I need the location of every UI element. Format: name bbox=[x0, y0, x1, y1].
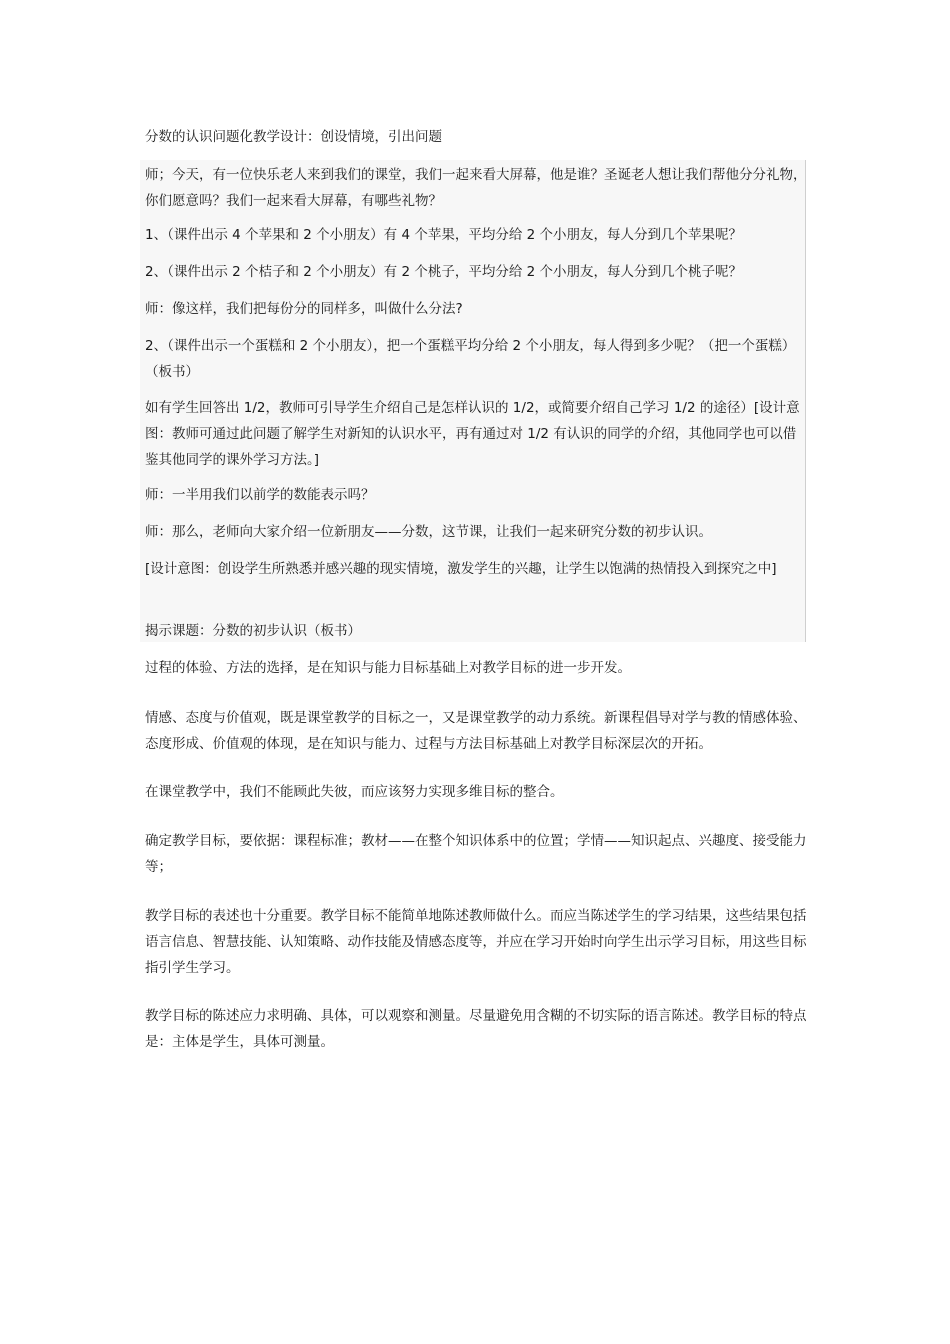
body-paragraph-process: 过程的体验、方法的选择，是在知识与能力目标基础上对教学目标的进一步开发。 bbox=[145, 660, 631, 676]
body-paragraph-basis: 确定教学目标，要依据：课程标准；教材——在整个知识体系中的位置；学情——知识起点、兴趣度、接受能力等； bbox=[145, 833, 807, 875]
quote-paragraph-question: 师：像这样，我们把每份分的同样多，叫做什么分法? bbox=[145, 301, 463, 317]
quote-paragraph-teacher-intro: 师；今天，有一位快乐老人来到我们的课堂，我们一起来看大屏幕，他是谁？圣诞老人想让我们帮他分分礼物，你们愿意吗？我们一起来看大屏幕，有哪些礼物？ bbox=[145, 167, 807, 209]
quote-paragraph-design-intent-1: 如有学生回答出 1/2，教师可引导学生介绍自己是怎样认识的 1/2，或简要介绍自己学习 1/2 的途径）[设计意图：教师可通过此问题了解学生对新知的认识水平，再有通过对 1/2 有认识的同学的介绍，其他同学也可以借鉴其他同学的课外学习方法。] bbox=[145, 400, 800, 468]
document-title: 分数的认识问题化教学设计：创设情境，引出问题 bbox=[145, 129, 442, 145]
quote-paragraph-peaches: 2、（课件出示 2 个桔子和 2 个小朋友）有 2 个桃子，平均分给 2 个小朋友，每人分到几个桃子呢？ bbox=[145, 264, 743, 280]
body-paragraph-emotion: 情感、态度与价值观，既是课堂教学的目标之一，又是课堂教学的动力系统。新课程倡导对学与教的情感体验、态度形成、价值观的体现，是在知识与能力、过程与方法目标基础上对教学目标深层次的开拓。 bbox=[145, 710, 807, 752]
body-paragraph-expression: 教学目标的表述也十分重要。教学目标不能简单地陈述教师做什么。而应当陈述学生的学习结果，这些结果包括语言信息、智慧技能、认知策略、动作技能及情感态度等，并应在学习开始时向学生出示学习目标，用这些目标指引学生学习。 bbox=[145, 908, 807, 976]
quote-paragraph-design-intent-2: [设计意图：创设学生所熟悉并感兴趣的现实情境，激发学生的兴趣，让学生以饱满的热情投入到探究之中] bbox=[145, 561, 777, 577]
body-paragraph-integration: 在课堂教学中，我们不能顾此失彼，而应该努力实现多维目标的整合。 bbox=[145, 784, 564, 800]
quote-paragraph-new-friend: 师：那么，老师向大家介绍一位新朋友——分数，这节课，让我们一起来研究分数的初步认识。 bbox=[145, 524, 712, 540]
quote-paragraph-cake: 2、（课件出示一个蛋糕和 2 个小朋友），把一个蛋糕平均分给 2 个小朋友，每人得到多少呢？（把一个蛋糕）（板书） bbox=[145, 338, 796, 380]
quote-paragraph-apples: 1、（课件出示 4 个苹果和 2 个小朋友）有 4 个苹果，平均分给 2 个小朋友，每人分到几个苹果呢？ bbox=[145, 227, 743, 243]
quote-paragraph-topic: 揭示课题：分数的初步认识（板书） bbox=[145, 623, 361, 639]
body-paragraph-statement: 教学目标的陈述应力求明确、具体，可以观察和测量。尽量避免用含糊的不切实际的语言陈述。教学目标的特点是：主体是学生，具体可测量。 bbox=[145, 1008, 807, 1050]
quote-paragraph-half: 师：一半用我们以前学的数能表示吗？ bbox=[145, 487, 375, 503]
